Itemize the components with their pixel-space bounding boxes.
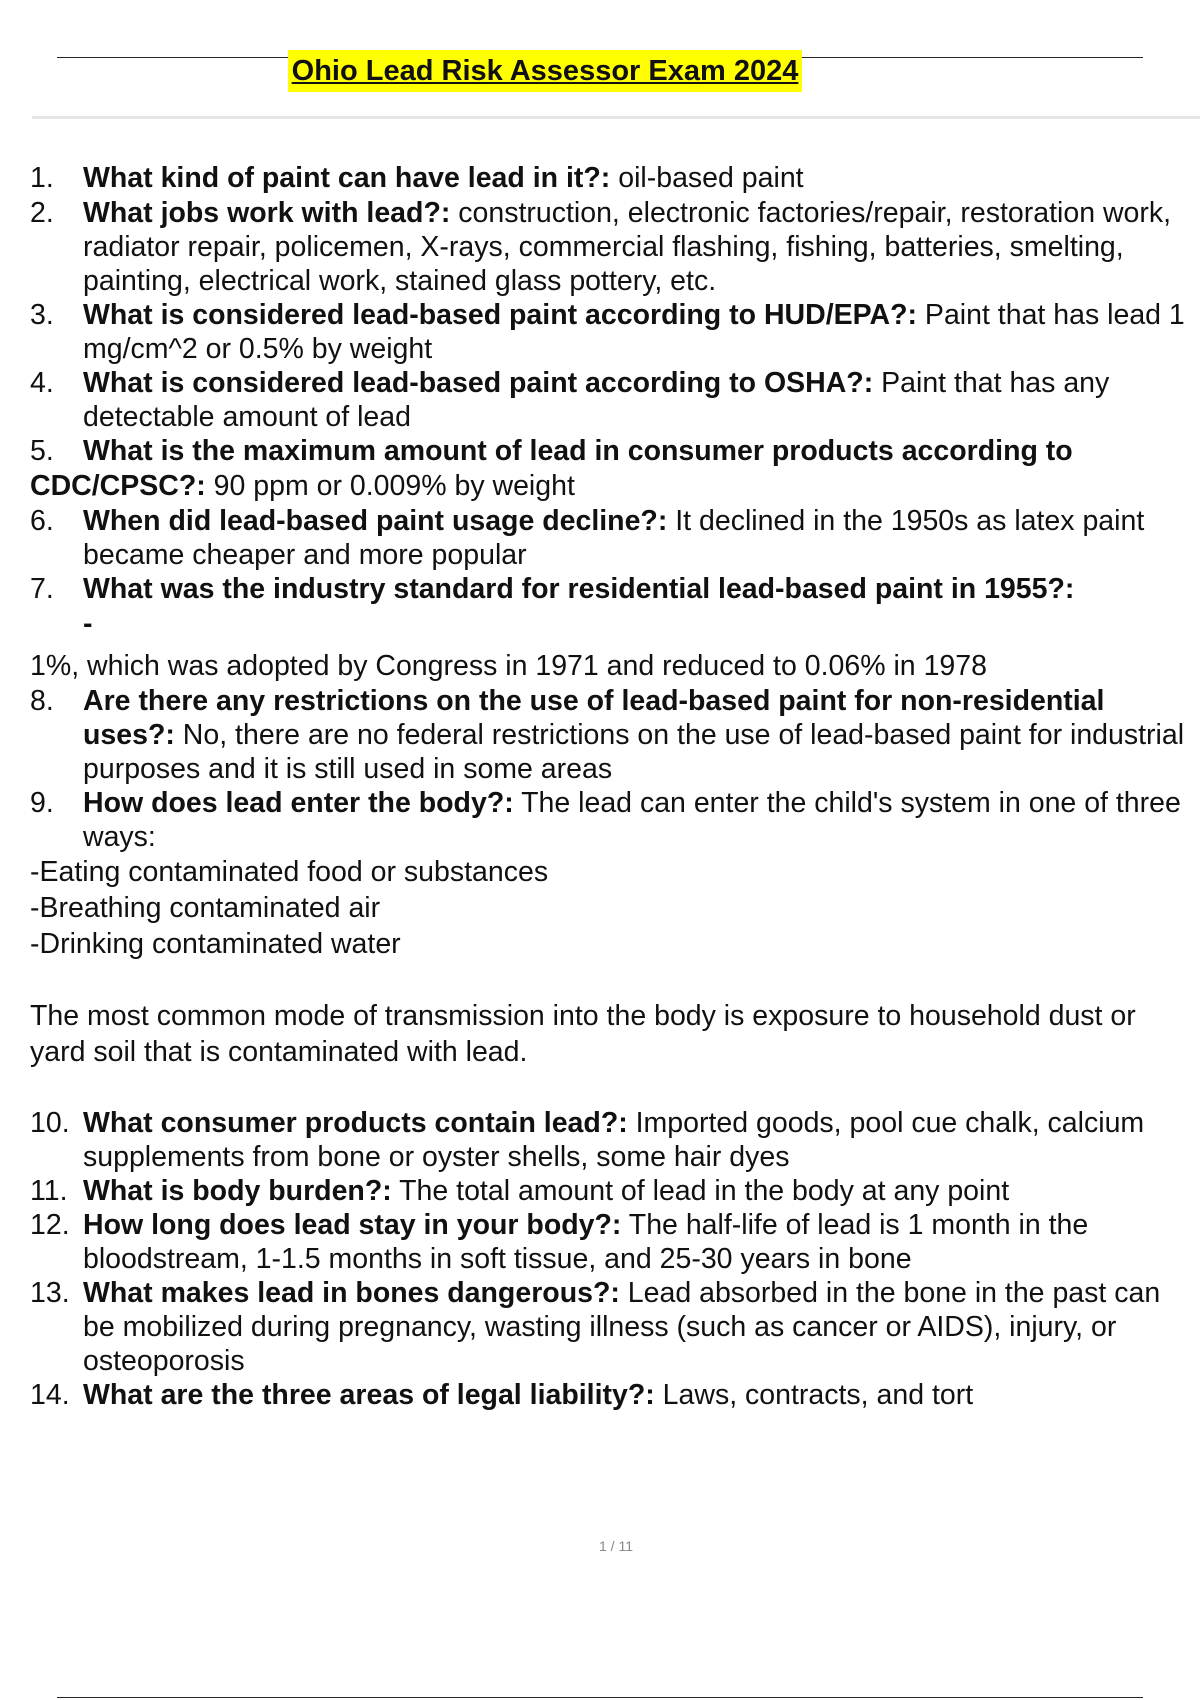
list-item <box>30 786 1195 854</box>
page-number: 1 / 11 <box>599 1538 633 1554</box>
question: What was the industry standard for residential lead-based paint in 1955?: <box>83 573 1075 605</box>
item-number: 9. <box>30 787 54 819</box>
answer: Imported goods, pool cue chalk, calcium supplements from bone or oyster shells, some hair dyes <box>83 1107 1145 1173</box>
question: What is considered lead-based paint according to HUD/EPA?: <box>83 299 918 331</box>
document-body <box>30 160 1200 1412</box>
list-item <box>30 1378 1195 1412</box>
title-wrap <box>0 50 1090 92</box>
item-number: 7. <box>30 573 54 605</box>
list-item <box>30 1276 1195 1378</box>
answer: oil-based paint <box>610 162 804 194</box>
list-item-continuation <box>30 468 1200 504</box>
way-line: -Eating contaminated food or substances <box>30 856 549 888</box>
answer: Paint that has lead 1 mg/cm^2 or 0.5% by weight <box>83 299 1185 365</box>
item-number: 11. <box>30 1175 68 1207</box>
way-line: -Drinking contaminated water <box>30 928 401 960</box>
list-item <box>30 504 1200 572</box>
bottom-rule <box>57 1697 1143 1698</box>
answer: Laws, contracts, and tort <box>654 1379 974 1411</box>
list-item <box>30 196 1195 298</box>
list-item <box>30 1106 1195 1174</box>
answer: No, there are no federal restrictions on the use of lead-based paint for industrial purposes and it is still used in some areas <box>83 719 1185 785</box>
item-number: 2. <box>30 197 54 229</box>
way-line: -Breathing contaminated air <box>30 892 381 924</box>
list-item <box>30 366 1195 434</box>
item-number: 13. <box>30 1277 70 1309</box>
item-number: 14. <box>30 1379 70 1411</box>
question: Are there any restrictions on the use of lead-based paint for non-residential uses?: <box>83 685 1105 751</box>
question: What makes lead in bones dangerous?: <box>83 1277 620 1309</box>
question: When did lead-based paint usage decline?: <box>83 505 668 537</box>
question: What consumer products contain lead?: <box>83 1107 628 1139</box>
answer: 1%, which was adopted by Congress in 1971 and reduced to 0.06% in 1978 <box>30 650 987 682</box>
answer: Lead absorbed in the bone in the past can be mobilized during pregnancy, wasting illness (such as cancer or AIDS), injury, or osteoporosis <box>83 1277 1161 1377</box>
question: How long does lead stay in your body?: <box>83 1209 622 1241</box>
list-item-continuation <box>30 648 1200 684</box>
answer: It declined in the 1950s as latex paint became cheaper and more popular <box>83 505 1145 571</box>
item-number: 5. <box>30 435 54 467</box>
item-number: 4. <box>30 367 54 399</box>
item-number: 1. <box>30 162 54 194</box>
question-continued: CDC/CPSC?: <box>30 470 206 502</box>
answer: 90 ppm or 0.009% by weight <box>205 470 575 502</box>
list-item <box>30 1174 1195 1208</box>
item-number: 12. <box>30 1209 70 1241</box>
question: What is body burden?: <box>83 1175 392 1207</box>
question: What kind of paint can have lead in it?: <box>83 162 611 194</box>
header-divider <box>32 116 1200 119</box>
item-number: 3. <box>30 299 54 331</box>
question: What are the three areas of legal liability?: <box>83 1379 655 1411</box>
answer: construction, electronic factories/repair, restoration work, radiator repair, policemen, X-rays, commercial flashing, fishing, batteries, smelting, painting, electrical work, stained glass pottery, etc. <box>83 197 1172 297</box>
question: What jobs work with lead?: <box>83 197 451 229</box>
answer: Paint that has any detectable amount of lead <box>83 367 1110 433</box>
page-title: Ohio Lead Risk Assessor Exam 2024 <box>288 50 803 92</box>
list-item-dash <box>30 606 1200 642</box>
answer: The total amount of lead in the body at any point <box>391 1175 1010 1207</box>
item-number: 10. <box>30 1107 70 1139</box>
list-item <box>30 684 1195 786</box>
list-item <box>30 298 1195 366</box>
answer: The half-life of lead is 1 month in the bloodstream, 1-1.5 months in soft tissue, and 25-30 years in bone <box>83 1209 1089 1275</box>
dash: - <box>83 608 93 640</box>
question: How does lead enter the body?: <box>83 787 514 819</box>
question: What is the maximum amount of lead in consumer products according to <box>83 435 1073 467</box>
paragraph: The most common mode of transmission into the body is exposure to household dust or yard soil that is contaminated with lead. <box>30 1000 1136 1068</box>
list-item <box>30 572 1200 606</box>
question: What is considered lead-based paint according to OSHA?: <box>83 367 874 399</box>
list-item <box>30 160 1200 196</box>
answer: The lead can enter the child's system in one of three ways: <box>83 787 1181 853</box>
item-number: 8. <box>30 685 54 717</box>
list-item <box>30 434 1200 468</box>
list-item <box>30 1208 1195 1276</box>
item-number: 6. <box>30 505 54 537</box>
